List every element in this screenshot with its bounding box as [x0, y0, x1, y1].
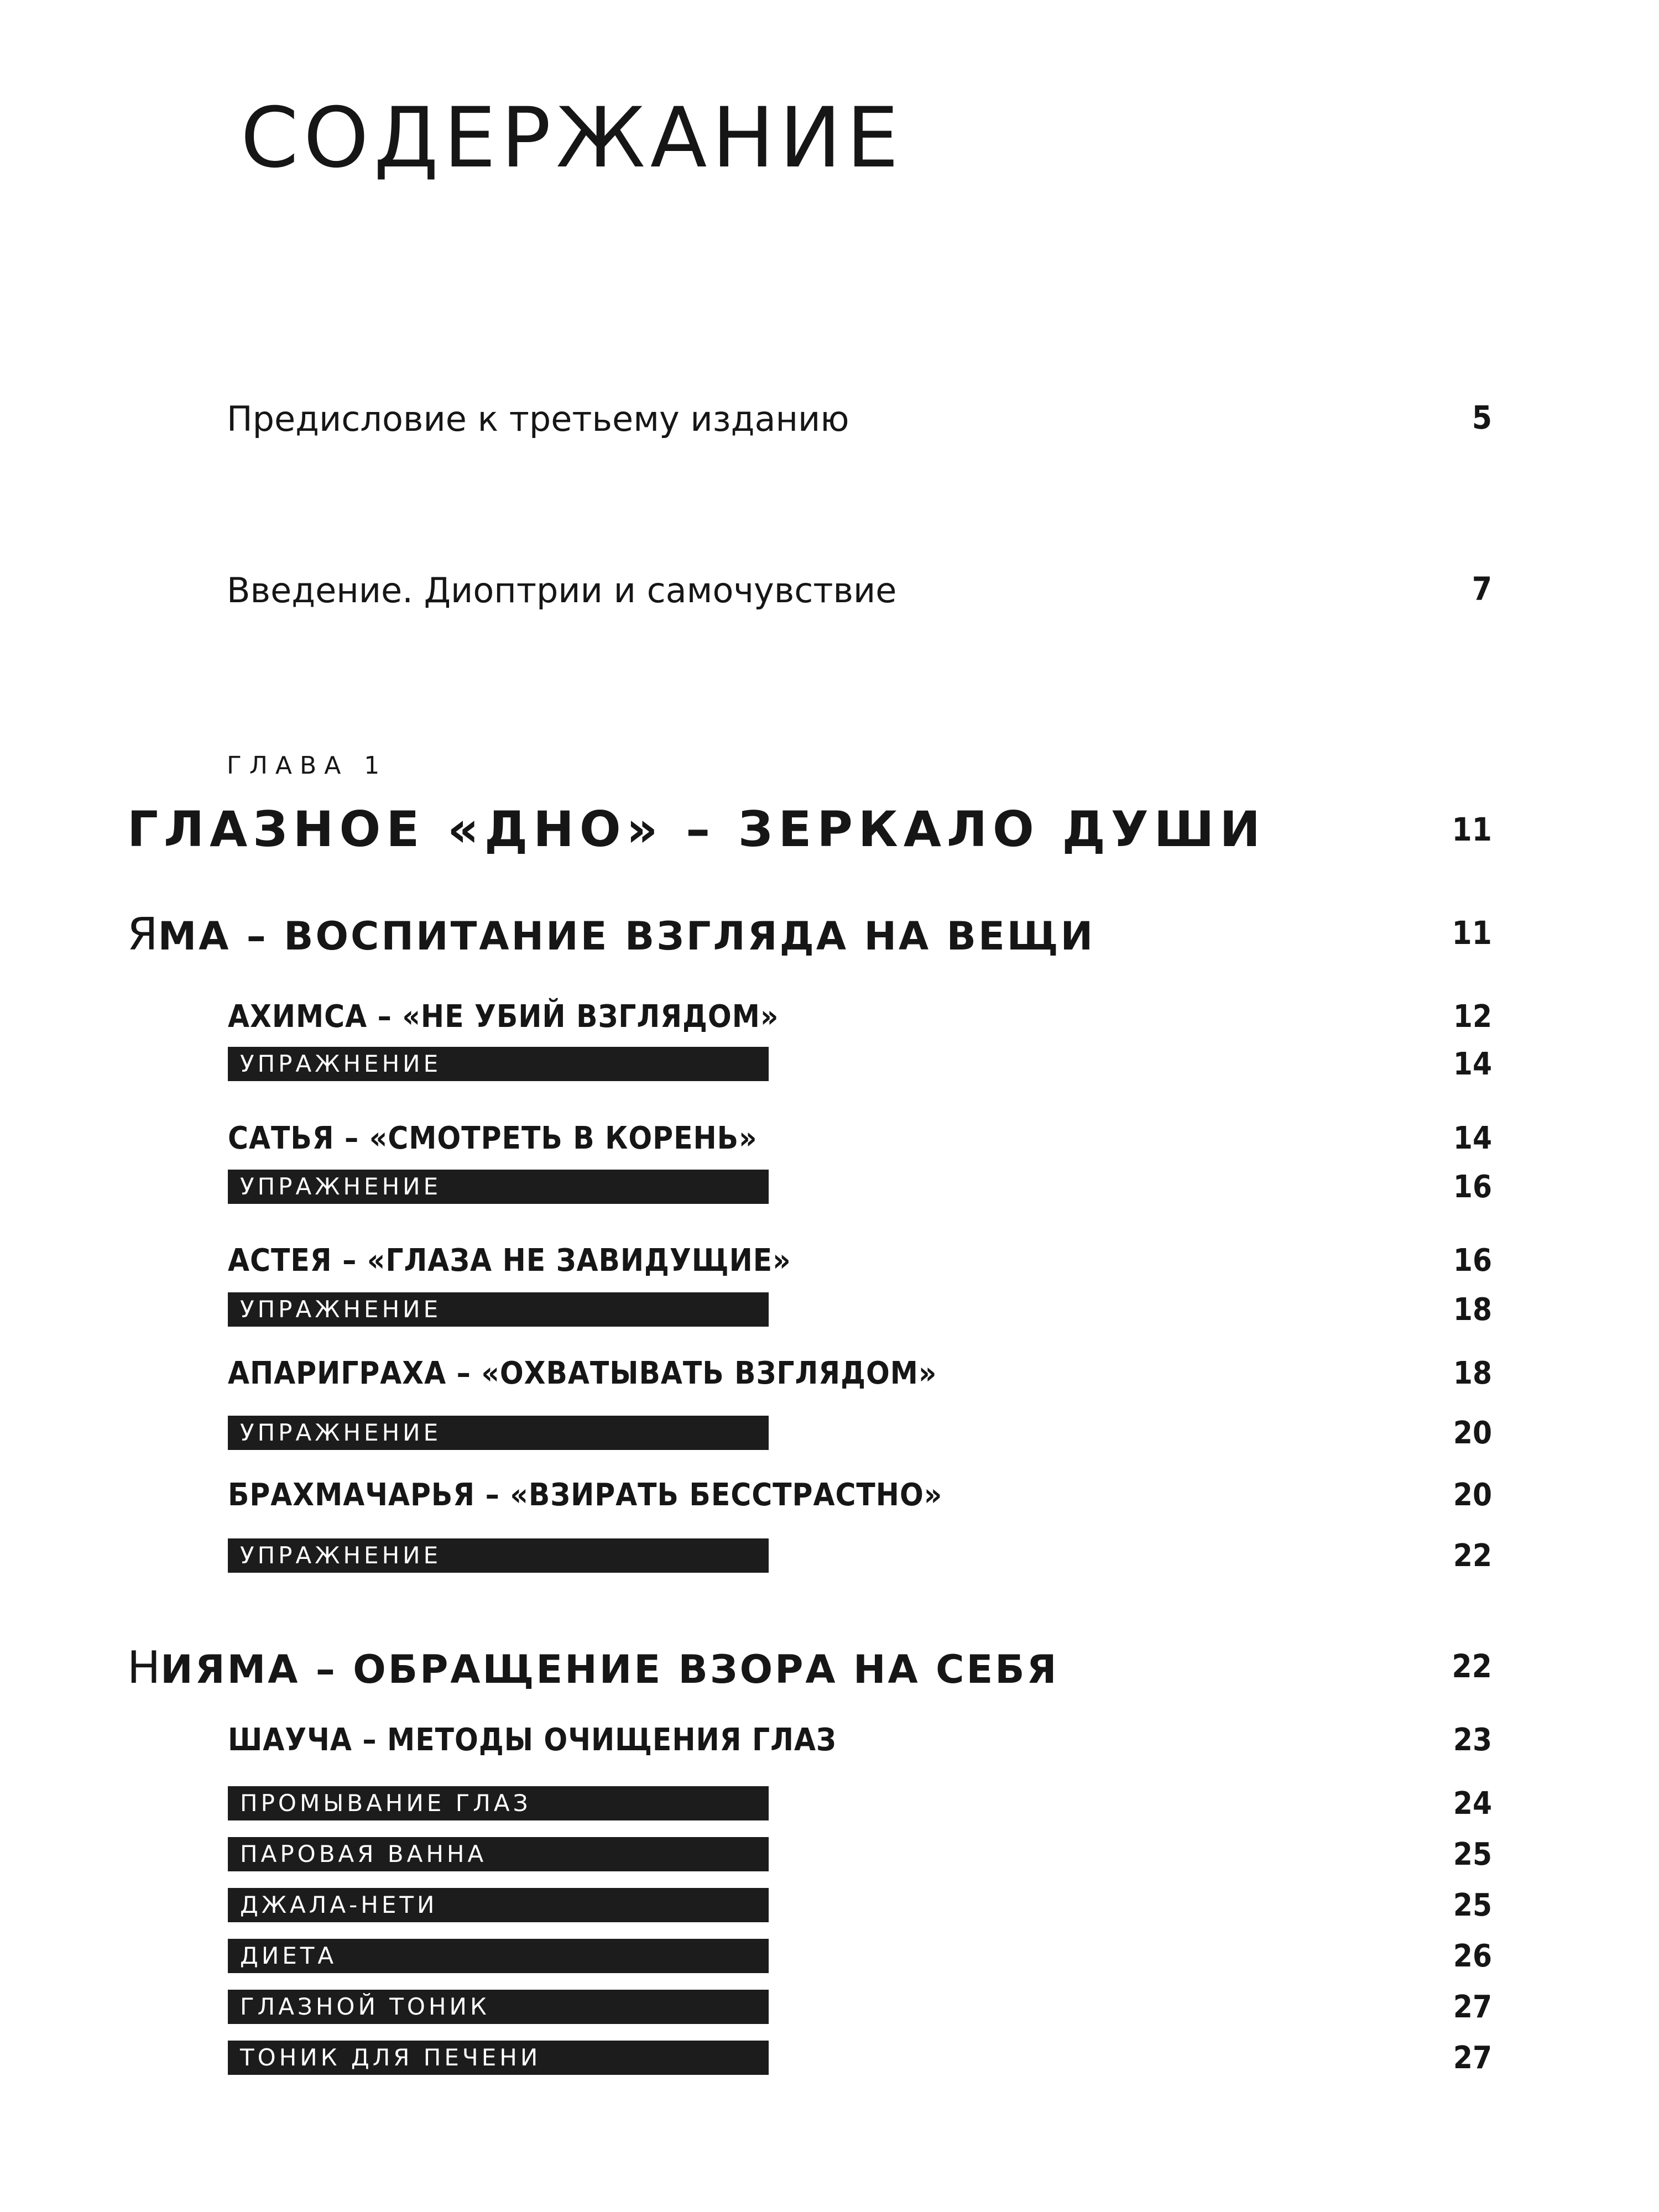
- section-heading-initial: Н: [127, 1642, 161, 1693]
- method-bar: ПАРОВАЯ ВАННА: [228, 1837, 769, 1871]
- method-bar: ГЛАЗНОЙ ТОНИК: [228, 1990, 769, 2024]
- toc-entry: ШАУЧА – МЕТОДЫ ОЧИЩЕНИЯ ГЛАЗ: [228, 1722, 837, 1758]
- toc-page-number: 25: [1453, 1837, 1492, 1872]
- toc-page-number: 18: [1453, 1355, 1492, 1391]
- toc-page-number: 25: [1453, 1887, 1492, 1923]
- exercise-bar: УПРАЖНЕНИЕ: [228, 1047, 769, 1081]
- exercise-bar: УПРАЖНЕНИЕ: [228, 1292, 769, 1327]
- toc-page-number: 18: [1453, 1292, 1492, 1328]
- toc-entry: АСТЕЯ – «ГЛАЗА НЕ ЗАВИДУЩИЕ»: [228, 1243, 791, 1279]
- section-heading-rest: МА – ВОСПИТАНИЕ ВЗГЛЯДА НА ВЕЩИ: [158, 914, 1095, 959]
- toc-page-number: 11: [1452, 914, 1492, 952]
- section-heading-initial: Я: [127, 909, 158, 960]
- section-heading-niyama: [127, 1640, 1059, 1697]
- chapter-label: ГЛАВА 1: [227, 752, 388, 780]
- toc-page-number: 22: [1452, 1647, 1492, 1685]
- toc-page-number: 14: [1453, 1046, 1492, 1082]
- toc-page-number: 7: [1472, 570, 1492, 608]
- method-bar: ДЖАЛА-НЕТИ: [228, 1888, 769, 1922]
- page-title: СОДЕРЖАНИЕ: [241, 90, 904, 186]
- section-heading-rest: ИЯМА – ОБРАЩЕНИЕ ВЗОРА НА СЕБЯ: [160, 1647, 1059, 1692]
- toc-page-number: 16: [1453, 1243, 1492, 1279]
- toc-page-number: 11: [1452, 811, 1492, 848]
- method-bar: ТОНИК ДЛЯ ПЕЧЕНИ: [228, 2041, 769, 2075]
- exercise-bar: УПРАЖНЕНИЕ: [228, 1170, 769, 1204]
- toc-page-number: 20: [1453, 1477, 1492, 1513]
- toc-page-number: 20: [1453, 1415, 1492, 1451]
- toc-page-number: 16: [1453, 1169, 1492, 1205]
- method-bar: ДИЕТА: [228, 1939, 769, 1973]
- chapter-title: ГЛАЗНОЕ «ДНО» – ЗЕРКАЛО ДУШИ: [127, 801, 1266, 858]
- method-bar: ПРОМЫВАНИЕ ГЛАЗ: [228, 1786, 769, 1820]
- toc-page-number: 24: [1453, 1786, 1492, 1822]
- toc-entry-introduction: Введение. Диоптрии и самочувствие: [227, 570, 897, 611]
- toc-page-number: 22: [1453, 1538, 1492, 1574]
- toc-entry-preface: Предисловие к третьему изданию: [227, 399, 849, 439]
- toc-page-number: 26: [1453, 1938, 1492, 1974]
- section-heading-yama: [127, 907, 1095, 964]
- toc-entry: САТЬЯ – «СМОТРЕТЬ В КОРЕНЬ»: [228, 1120, 758, 1156]
- exercise-bar: УПРАЖНЕНИЕ: [228, 1416, 769, 1450]
- toc-page-number: 27: [1453, 1989, 1492, 2025]
- toc-entry: БРАХМАЧАРЬЯ – «ВЗИРАТЬ БЕССТРАСТНО»: [228, 1477, 943, 1513]
- toc-page-number: 5: [1472, 399, 1492, 436]
- toc-page-number: 27: [1453, 2040, 1492, 2076]
- toc-page-number: 14: [1453, 1120, 1492, 1156]
- toc-entry: АПАРИГРАХА – «ОХВАТЫВАТЬ ВЗГЛЯДОМ»: [228, 1355, 937, 1391]
- toc-page-number: 23: [1453, 1722, 1492, 1758]
- exercise-bar: УПРАЖНЕНИЕ: [228, 1538, 769, 1573]
- toc-entry: АХИМСА – «НЕ УБИЙ ВЗГЛЯДОМ»: [228, 999, 779, 1035]
- toc-page-number: 12: [1453, 999, 1492, 1035]
